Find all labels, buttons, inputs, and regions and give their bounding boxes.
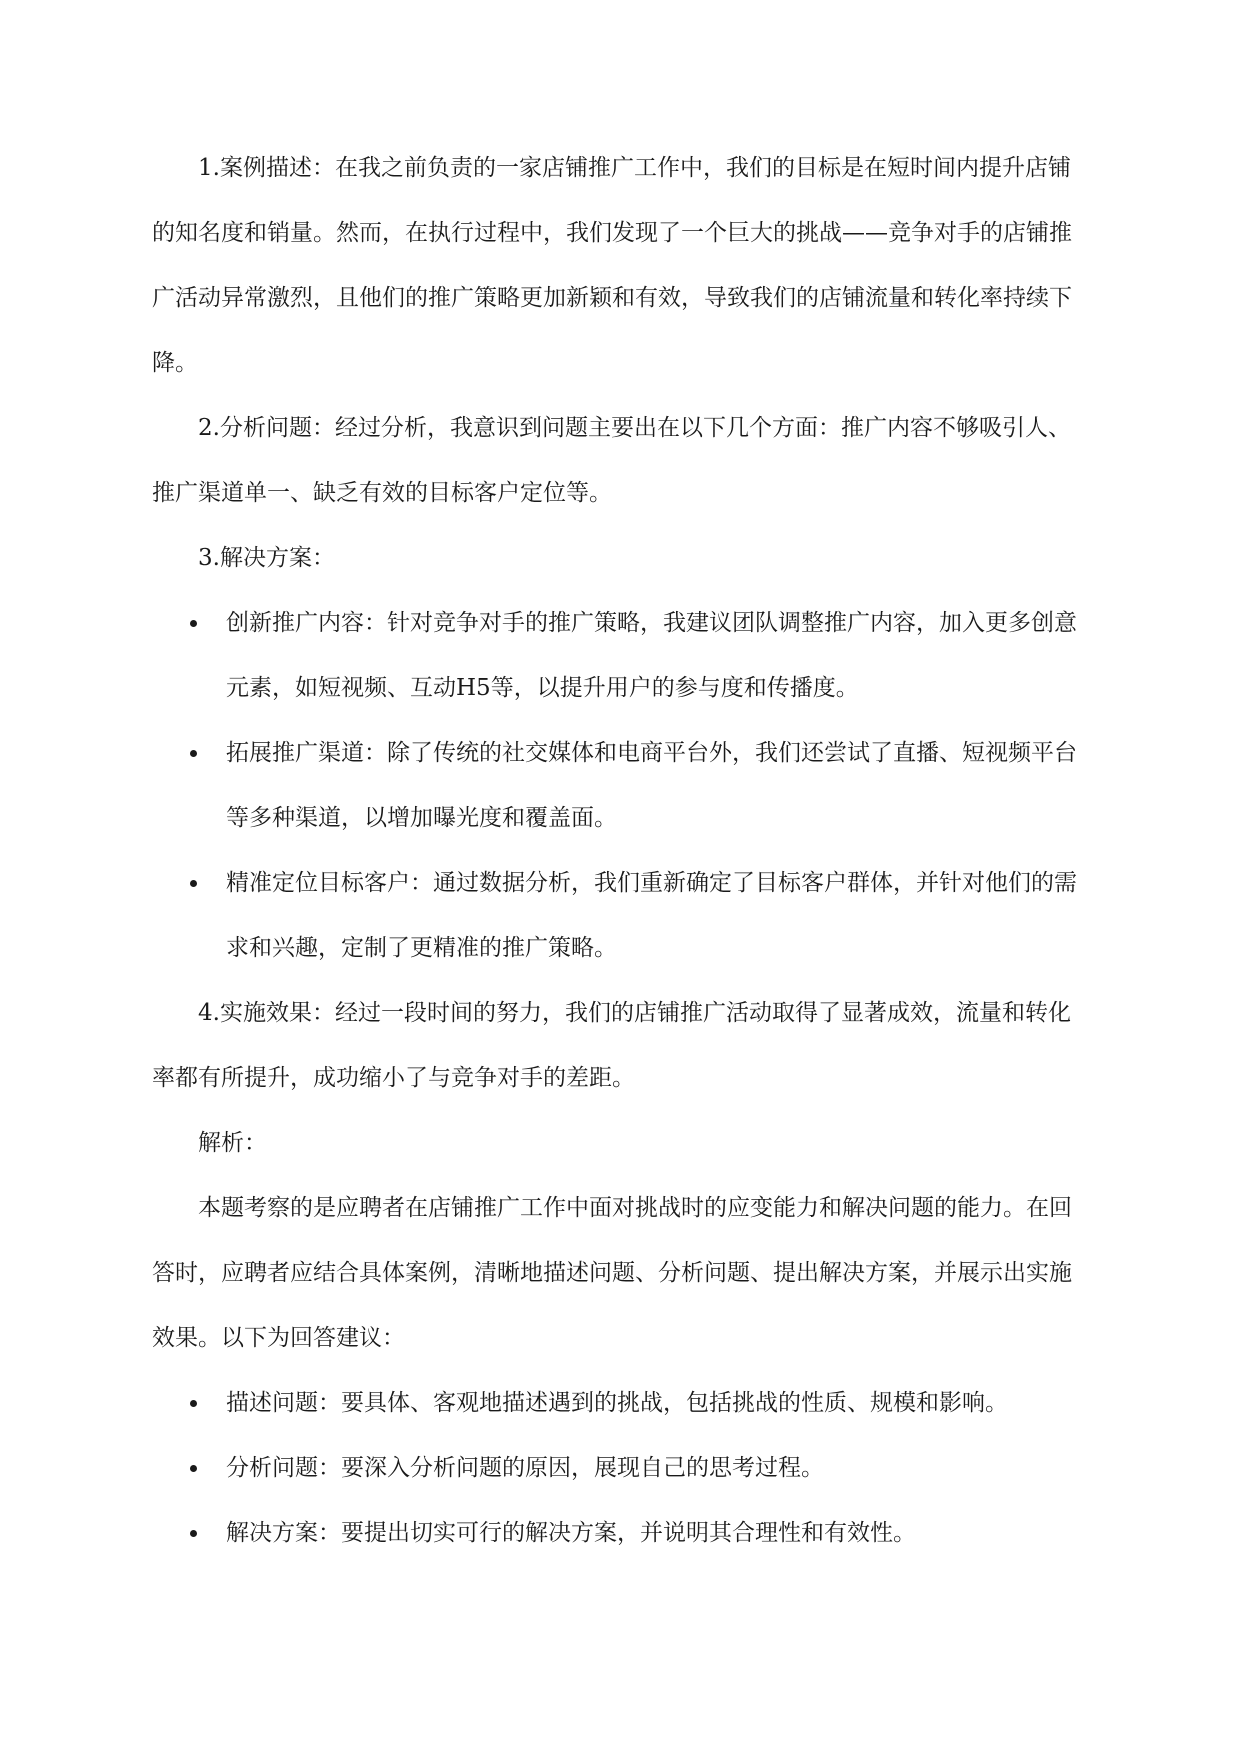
paragraph-case-description: 1.案例描述：在我之前负责的一家店铺推广工作中，我们的目标是在短时间内提升店铺的知名度和销量。然而，在执行过程中，我们发现了一个巨大的挑战——竞争对手的店铺推广活动异常激烈，且他们的推广策略更加新颖和有效，导致我们的店铺流量和转化率持续下降。 xyxy=(152,155,1072,376)
paragraph-solution-heading: 3.解决方案： xyxy=(198,545,335,571)
bullet-dot-icon xyxy=(190,750,197,757)
list-item xyxy=(152,1436,1092,1501)
list-item-text: 描述问题：要具体、客观地描述遇到的挑战，包括挑战的性质、规模和影响。 xyxy=(226,1390,1008,1416)
list-item xyxy=(152,1501,1092,1566)
list-item xyxy=(152,591,1092,721)
bullet-dot-icon xyxy=(190,1465,197,1472)
bullet-dot-icon xyxy=(190,620,197,627)
list-item xyxy=(152,721,1092,851)
list-item xyxy=(152,1371,1092,1436)
list-item-text: 解决方案：要提出切实可行的解决方案，并说明其合理性和有效性。 xyxy=(226,1520,916,1546)
bullet-dot-icon xyxy=(190,880,197,887)
paragraph-problem-analysis: 2.分析问题：经过分析，我意识到问题主要出在以下几个方面：推广内容不够吸引人、推广渠道单一、缺乏有效的目标客户定位等。 xyxy=(152,415,1071,506)
solution-list xyxy=(152,591,1092,981)
bullet-dot-icon xyxy=(190,1400,197,1407)
list-item-text: 创新推广内容：针对竞争对手的推广策略，我建议团队调整推广内容，加入更多创意元素，如短视频、互动H5等，以提升用户的参与度和传播度。 xyxy=(226,610,1077,701)
suggestion-list xyxy=(152,1371,1092,1566)
paragraph-analysis-heading: 解析： xyxy=(198,1130,267,1156)
bullet-dot-icon xyxy=(190,1530,197,1537)
list-item xyxy=(152,851,1092,981)
list-item-text: 精准定位目标客户：通过数据分析，我们重新确定了目标客户群体，并针对他们的需求和兴趣，定制了更精准的推广策略。 xyxy=(226,870,1077,961)
list-item-text: 分析问题：要深入分析问题的原因，展现自己的思考过程。 xyxy=(226,1455,824,1481)
paragraph-analysis-body: 本题考察的是应聘者在店铺推广工作中面对挑战时的应变能力和解决问题的能力。在回答时，应聘者应结合具体案例，清晰地描述问题、分析问题、提出解决方案，并展示出实施效果。以下为回答建议： xyxy=(152,1195,1072,1351)
paragraph-results: 4.实施效果：经过一段时间的努力，我们的店铺推广活动取得了显著成效，流量和转化率都有所提升，成功缩小了与竞争对手的差距。 xyxy=(152,1000,1071,1091)
document-body xyxy=(152,136,1092,1566)
list-item-text: 拓展推广渠道：除了传统的社交媒体和电商平台外，我们还尝试了直播、短视频平台等多种渠道，以增加曝光度和覆盖面。 xyxy=(226,740,1077,831)
